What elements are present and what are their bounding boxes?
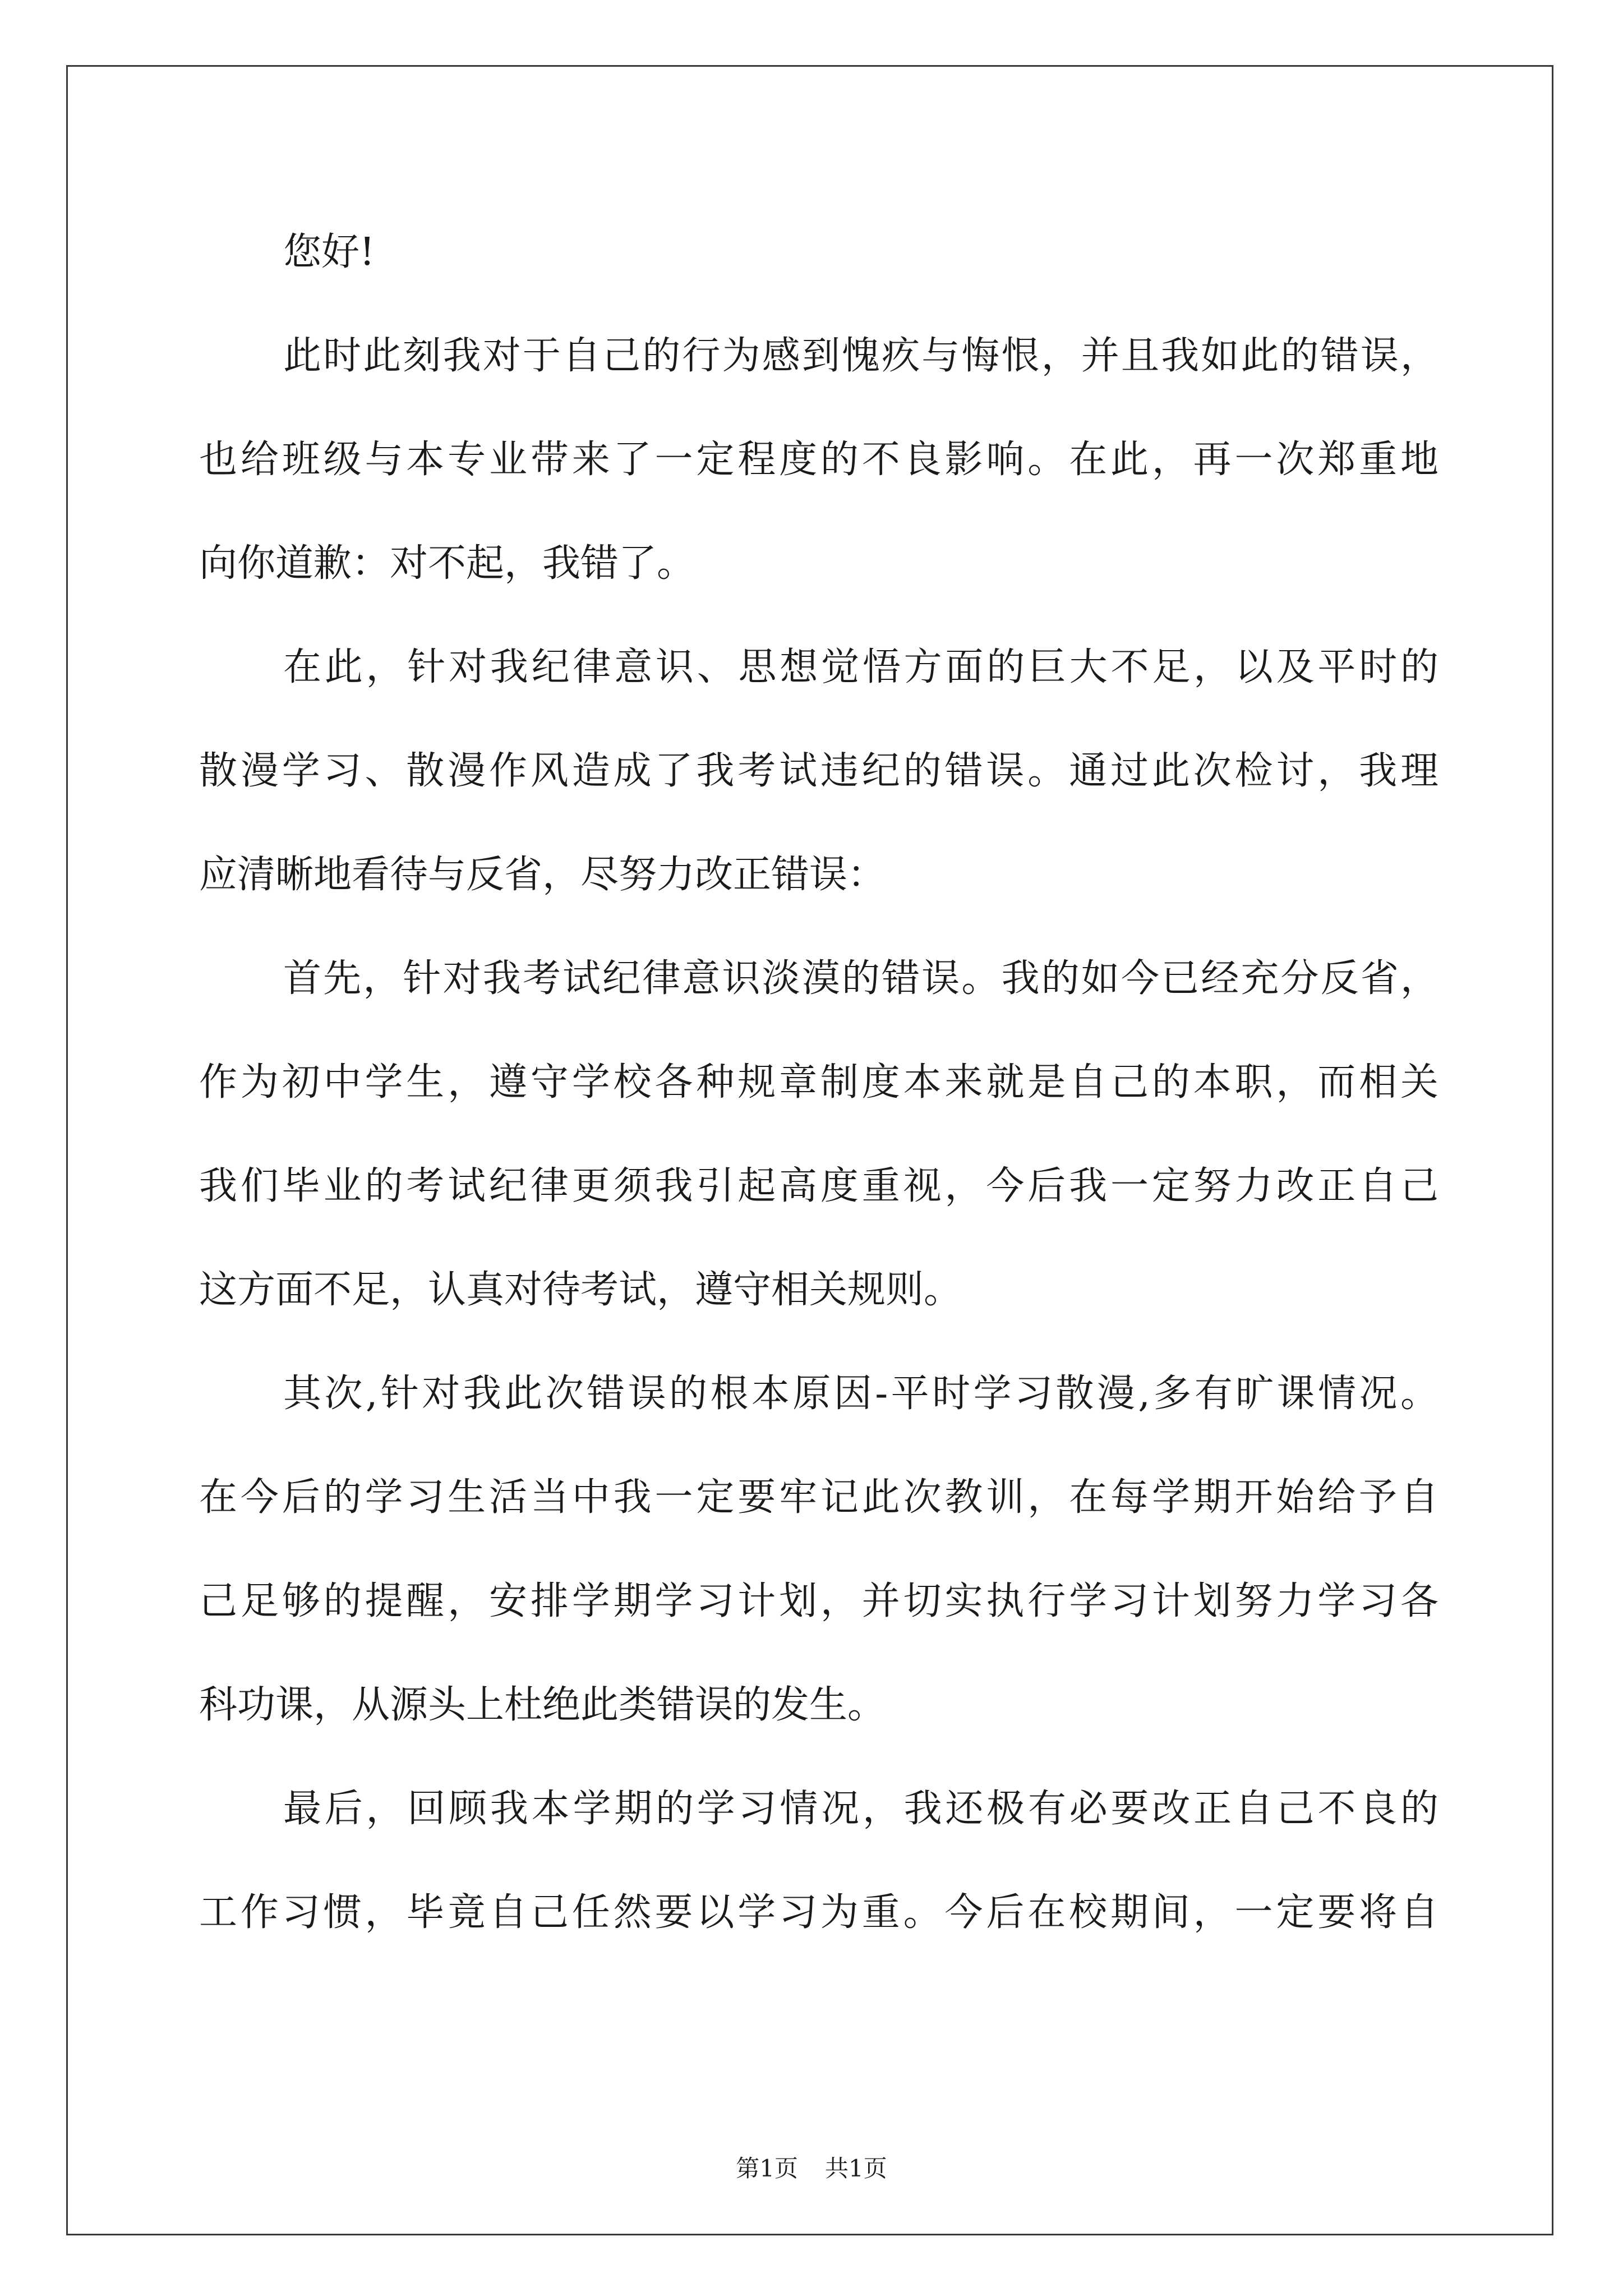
paragraph-1-line-3: 向你道歉：对不起，我错了。 (199, 541, 695, 586)
paragraph-3-line-1: 首先，针对我考试纪律意识淡漠的错误。我的如今已经充分反省， (283, 956, 1438, 1001)
paragraph-2-line-2: 散漫学习、散漫作风造成了我考试违纪的错误。通过此次检讨，我理 (199, 749, 1438, 793)
paragraph-1-line-1: 此时此刻我对于自己的行为感到愧疚与悔恨，并且我如此的错误， (283, 334, 1438, 378)
paragraph-1-line-2: 也给班级与本专业带来了一定程度的不良影响。在此，再一次郑重地 (199, 438, 1438, 482)
paragraph-4-line-1: 其次,针对我此次错误的根本原因-平时学习散漫,多有旷课情况。 (283, 1372, 1438, 1416)
page-number-total: 共1页 (825, 2155, 887, 2182)
paragraph-4-line-4: 科功课，从源头上杜绝此类错误的发生。 (199, 1683, 886, 1727)
paragraph-3-line-2: 作为初中学生，遵守学校各种规章制度本来就是自己的本职，而相关 (199, 1060, 1438, 1105)
paragraph-3-line-3: 我们毕业的考试纪律更须我引起高度重视，今后我一定努力改正自己 (199, 1164, 1438, 1208)
paragraph-4-line-3: 己足够的提醒，安排学期学习计划，并切实执行学习计划努力学习各 (199, 1579, 1438, 1623)
page-footer (0, 2153, 1623, 2184)
paragraph-5-line-2: 工作习惯，毕竟自己任然要以学习为重。今后在校期间，一定要将自 (199, 1890, 1438, 1935)
paragraph-2-line-1: 在此，针对我纪律意识、思想觉悟方面的巨大不足，以及平时的 (283, 645, 1438, 689)
paragraph-5-line-1: 最后，回顾我本学期的学习情况，我还极有必要改正自己不良的 (283, 1787, 1438, 1831)
paragraph-3-line-4: 这方面不足，认真对待考试，遵守相关规则。 (199, 1268, 962, 1312)
greeting: 您好! (283, 230, 375, 274)
paragraph-4-line-2: 在今后的学习生活当中我一定要牢记此次教训，在每学期开始给予自 (199, 1475, 1438, 1520)
page-number-current: 第1页 (736, 2155, 798, 2182)
paragraph-2-line-3: 应清晰地看待与反省，尽努力改正错误： (199, 853, 886, 897)
